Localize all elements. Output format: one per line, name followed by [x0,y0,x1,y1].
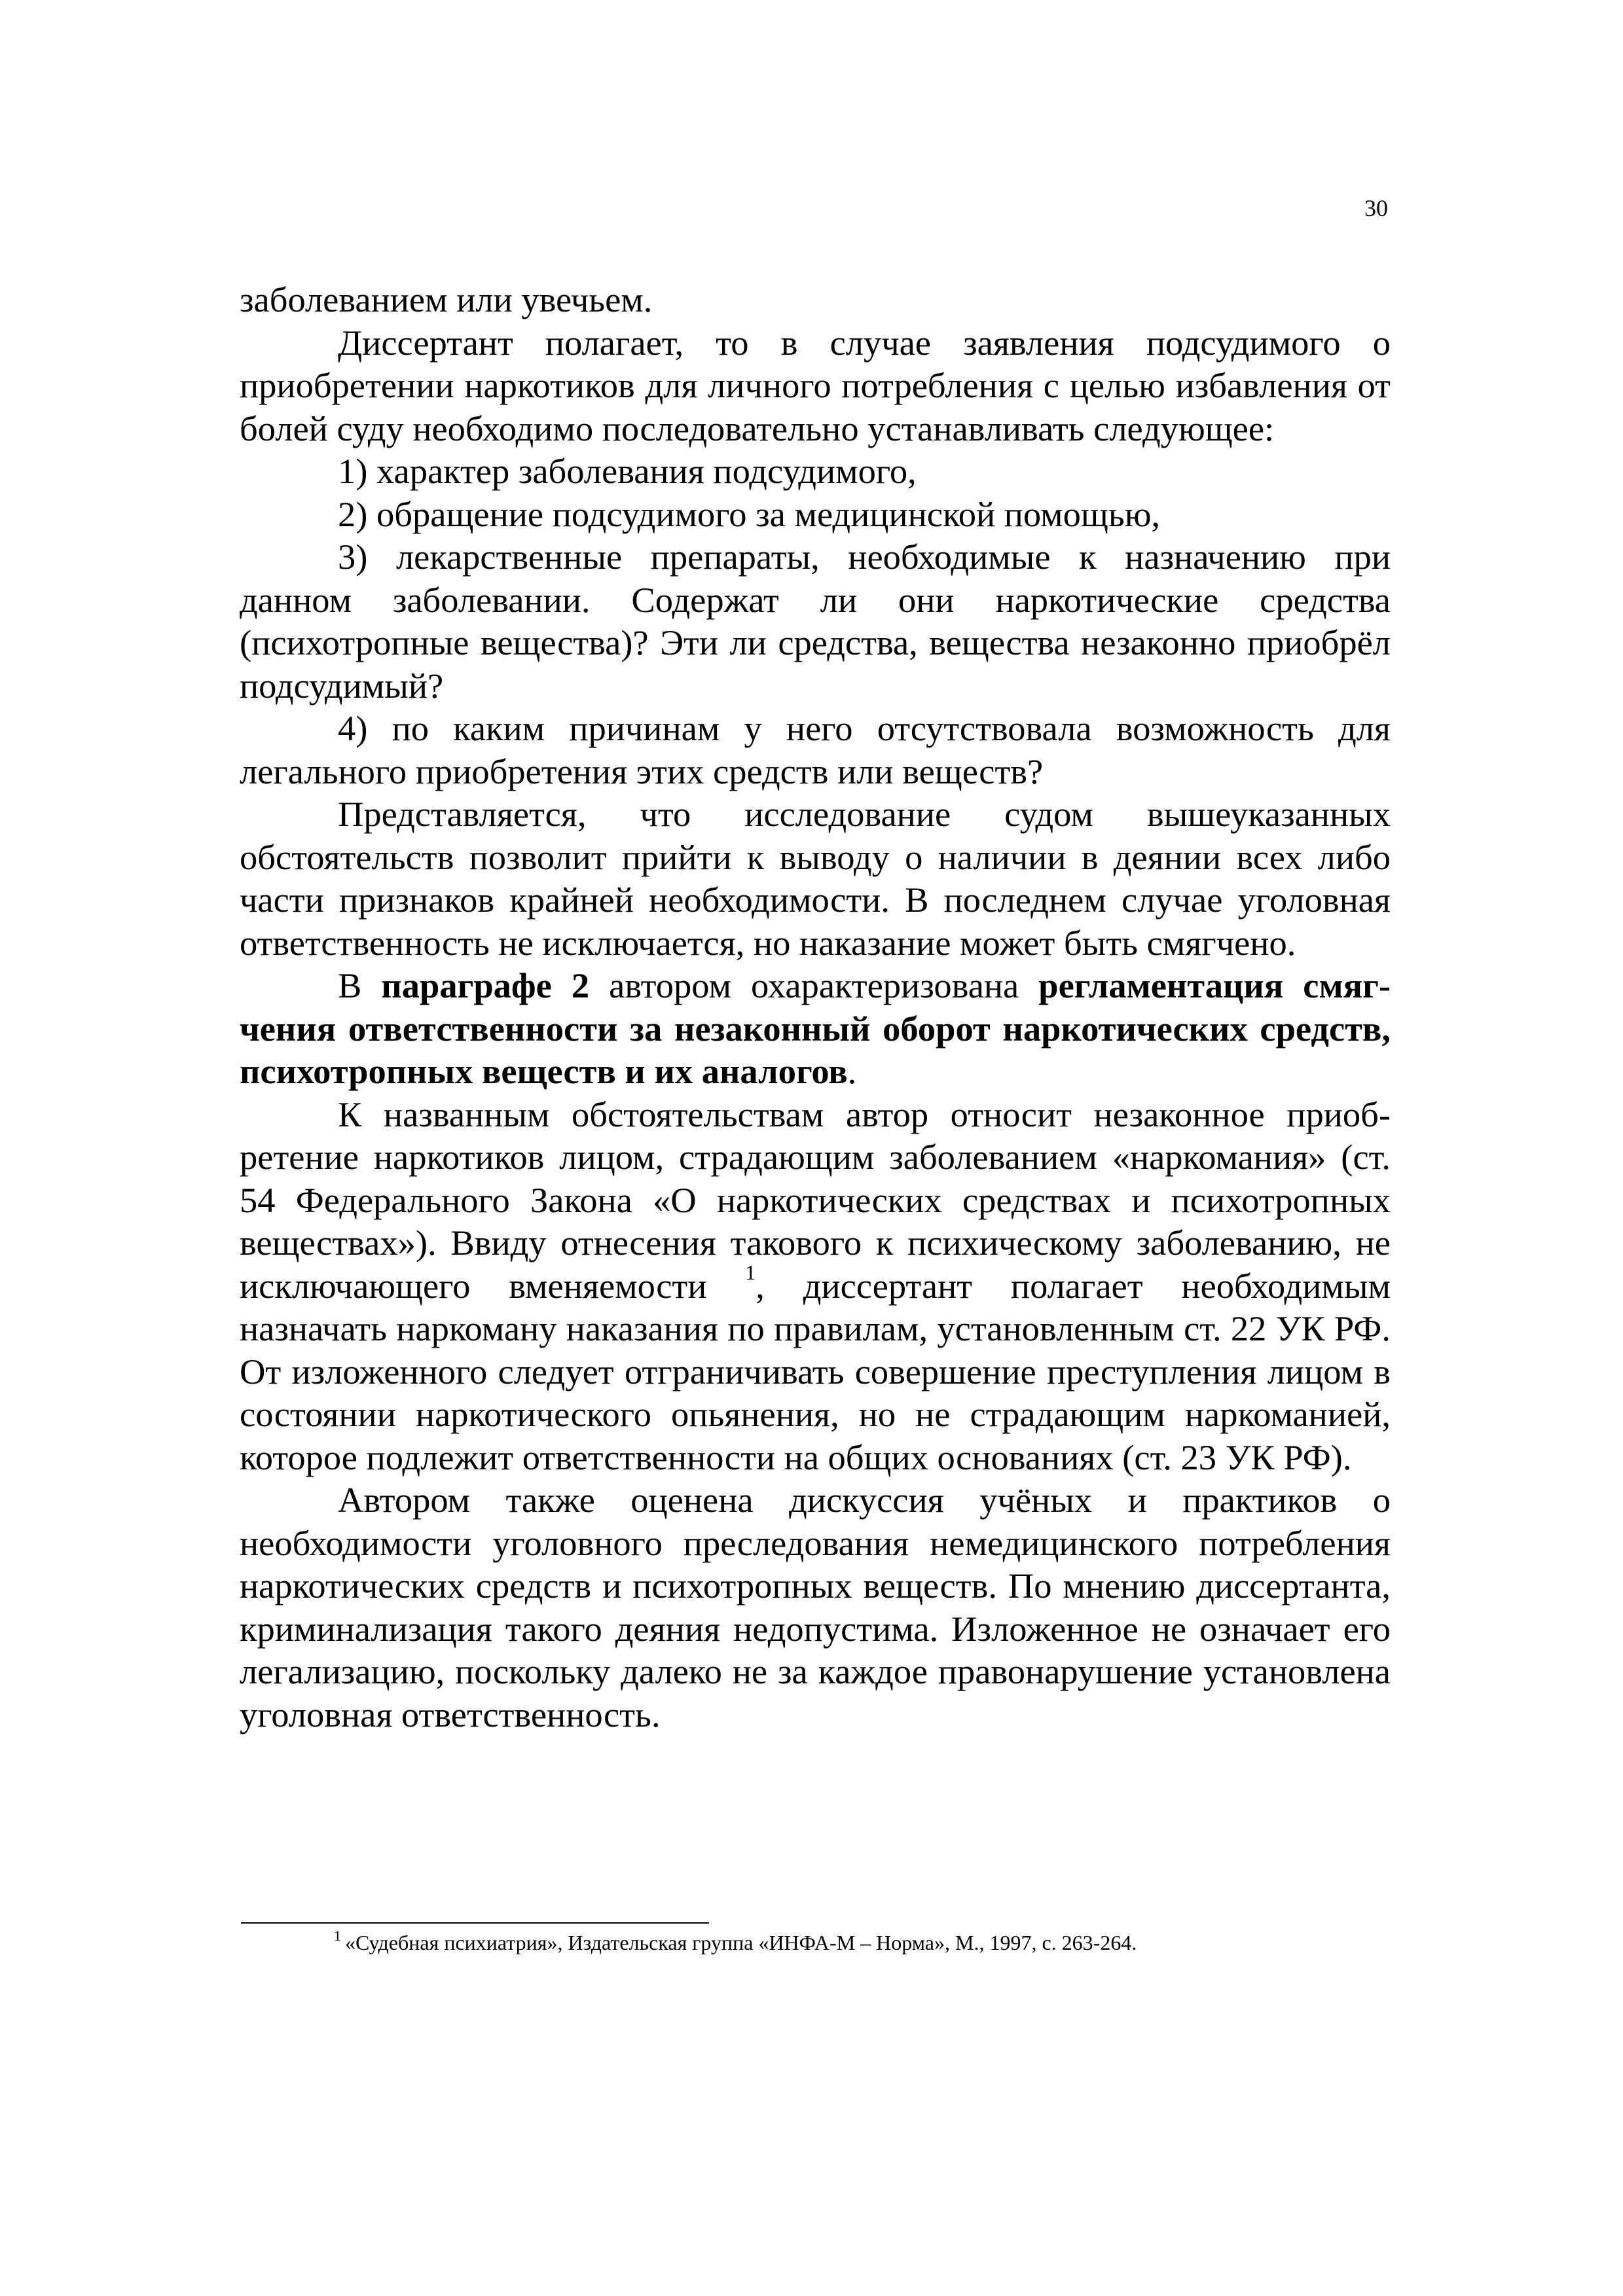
paragraph-section-2 [240,964,1391,1093]
body-text [240,278,1391,1736]
footnote-divider [241,1922,709,1924]
footnote-number: 1 [334,1928,341,1944]
bold-topic: регламентация смягчения ответственности за незаконный оборот наркотических средств, психотропных веществ и их аналогов [240,965,1391,1091]
paragraph-discussion: Автором также оценена дискуссия учёных и практиков о необходимости уголовного преследования немедицинского потребления наркотических средств и психотропных веществ. По мнению диссертанта, криминализация такого деяния недопустима. Изложенное не означает его легализацию, поскольку далеко не за каждое правонарушение установлена уголовная ответственность. [240,1480,1391,1734]
list-item-2: 2) обращение подсудимого за медицинской помощью, [338,493,1161,534]
text-span: , диссертант полагает необходимым назначать наркоману наказания по правилам, установленным ст. 22 УК РФ. От изложенного следует отграничивать совершение преступления лицом в состоянии наркотического опьянения, но не страдающим наркоманией, которое подлежит ответственности на общих основаниях (ст. 23 УК РФ). [240,1265,1391,1477]
page-number: 30 [1364,195,1388,221]
text-span: В [338,965,382,1005]
paragraph-conclusion: Представляется, что исследование судом вышеуказанных обстоятельств позволит прийти к выводу о наличии в деянии всех либо части признаков крайней необходимости. В последнем случае уголовная ответственность не исключается, но наказание может быть смягчено. [240,794,1391,963]
text-span: К названным обстоятельствам автор относит незаконное приобретение наркотиков лицом, страдающим заболеванием «наркомания» (ст. 54 Федерального Закона «О наркотических средствах и психотропных веществах»). Ввиду отнесения такового к психическому заболеванию, не исключающего вменяемости [240,1094,1391,1306]
list-item-3: 3) лекарственные препараты, необходимые к назначению при данном заболевании. Содержат ли они наркотические средства (психотропные вещества)? Эти ли средства, вещества незаконно приобрёл подсудимый? [240,537,1391,706]
bold-section-ref: параграфе 2 [381,965,590,1005]
paragraph-addiction [240,1093,1391,1479]
text-span: . [847,1051,857,1091]
list-item-1: 1) характер заболевания подсудимого, [338,451,917,491]
paragraph-1: заболеванием или увечьем. [240,279,653,319]
paragraph-2: Диссертант полагает, то в случае заявления подсудимого о приобретении наркотиков для личного потребления с целью избавления от болей суду необходимо последовательно устанавливать следующее: [240,322,1391,448]
footnote-reference[interactable]: 1 [745,1260,756,1284]
footnote [334,1929,1388,1956]
footnote-text: «Судебная психиатрия», Издательская группа «ИНФА-М – Норма», М., 1997, с. 263-264. [345,1931,1137,1954]
list-item-4: 4) по каким причинам у него отсутствовала возможность для легального приобретения этих средств или веществ? [240,708,1391,791]
text-span: автором охарактеризована [589,965,1039,1005]
